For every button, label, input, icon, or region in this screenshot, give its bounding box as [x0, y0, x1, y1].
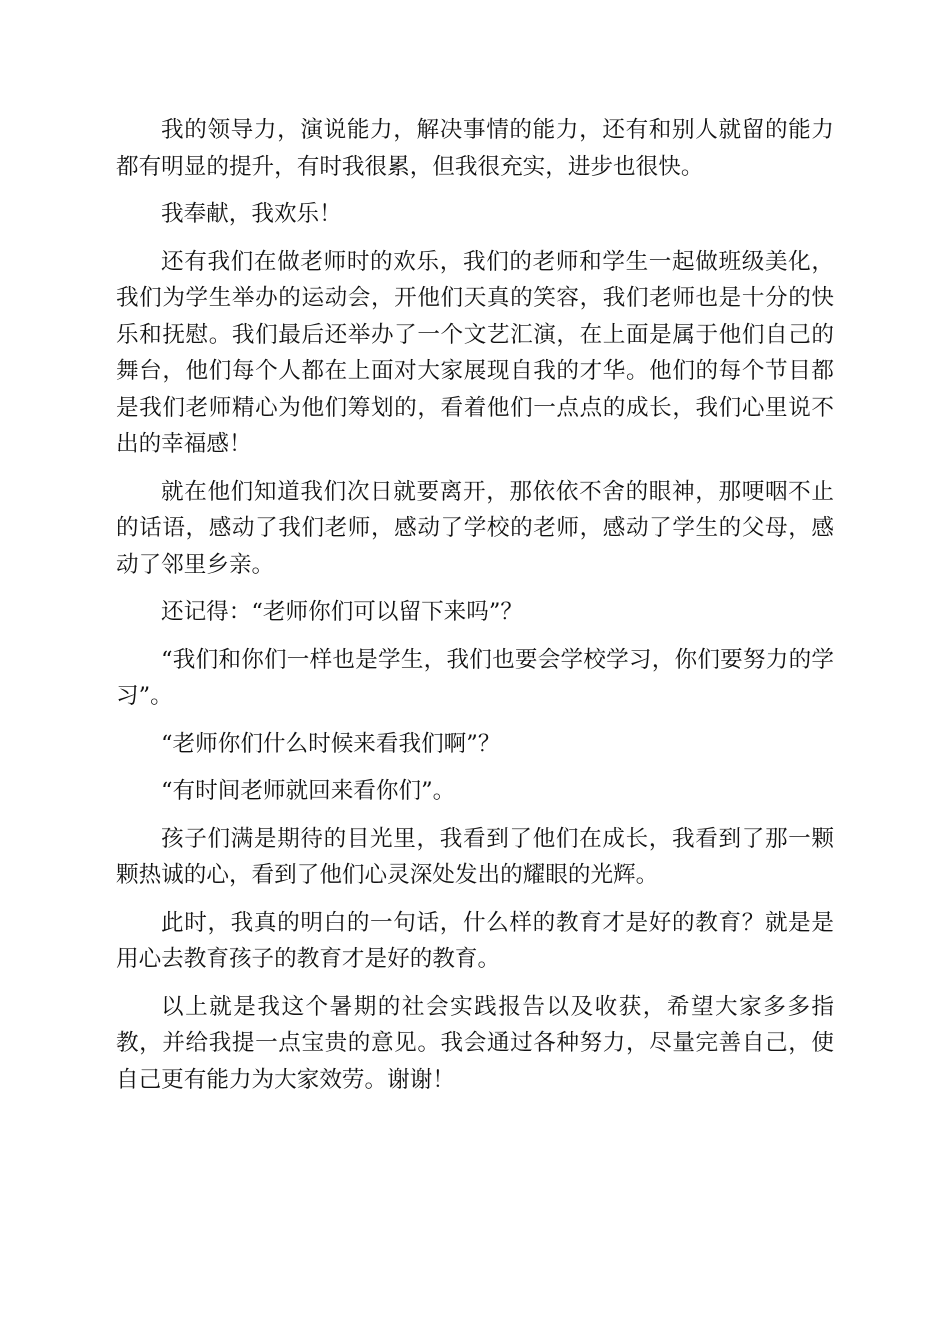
document-body	[116, 112, 834, 1109]
paragraph: “有时间老师就回来看你们”。	[161, 778, 456, 804]
paragraph: 以上就是我这个暑期的社会实践报告以及收获，希望大家多多指教，并给我提一点宝贵的意见。我会通过各种努力，尽量完善自己，使自己更有能力为大家效劳。谢谢！	[116, 993, 834, 1093]
paragraph: 还有我们在做老师时的欢乐，我们的老师和学生一起做班级美化，我们为学生举办的运动会，开他们天真的笑容，我们老师也是十分的快乐和抚慰。我们最后还举办了一个文艺汇演，在上面是属于他们自己的舞台，他们每个人都在上面对大家展现自我的才华。他们的每个节目都是我们老师精心为他们筹划的，看着他们一点点的成长，我们心里说不出的幸福感！	[116, 248, 834, 457]
paragraph: “我们和你们一样也是学生，我们也要会学校学习，你们要努力的学习”。	[116, 646, 834, 709]
paragraph: “老师你们什么时候来看我们啊”？	[161, 730, 501, 757]
paragraph: 孩子们满是期待的目光里，我看到了他们在成长，我看到了那一颗颗热诚的心，看到了他们心灵深处发出的耀眼的光辉。	[116, 825, 834, 888]
paragraph: 我奉献，我欢乐！	[161, 201, 342, 227]
paragraph: 就在他们知道我们次日就要离开，那依依不舍的眼神，那哽咽不止的话语，感动了我们老师，感动了学校的老师，感动了学生的父母，感动了邻里乡亲。	[116, 478, 834, 578]
paragraph: 此时，我真的明白的一句话，什么样的教育才是好的教育？就是是用心去教育孩子的教育才是好的教育。	[116, 909, 834, 972]
paragraph: 我的领导力，演说能力，解决事情的能力，还有和别人就留的能力都有明显的提升，有时我很累，但我很充实，进步也很快。	[116, 117, 834, 180]
paragraph: 还记得：“老师你们可以留下来吗”？	[161, 599, 524, 625]
